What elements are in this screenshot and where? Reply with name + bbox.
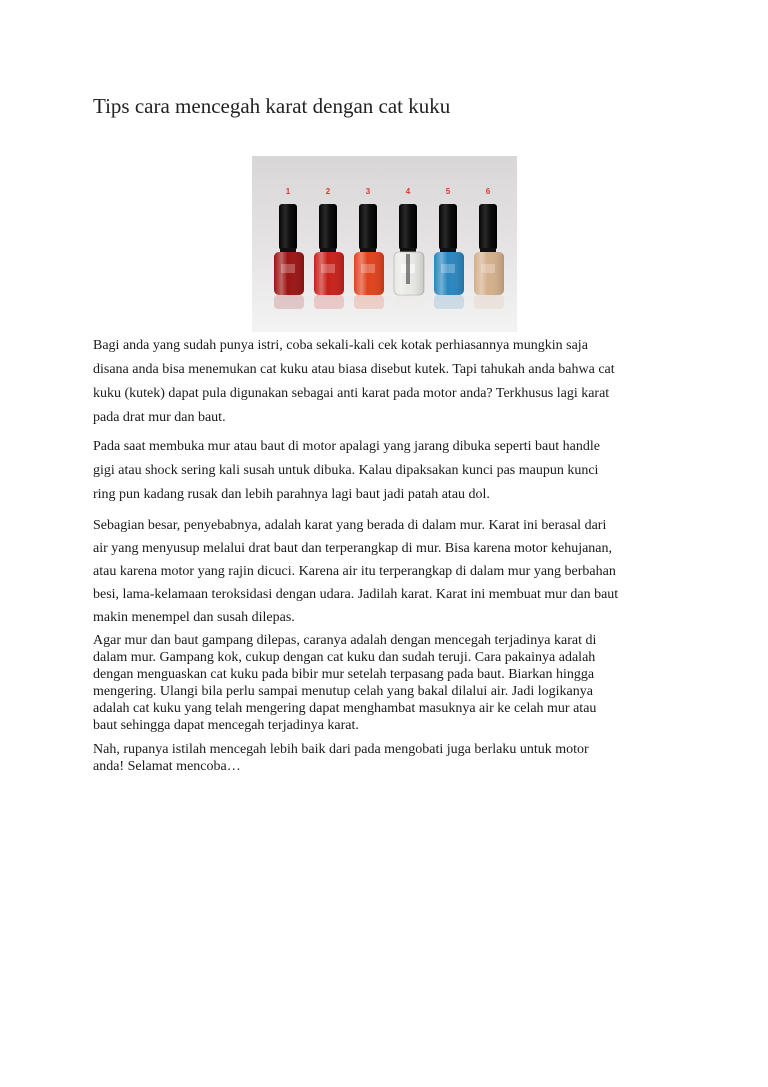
bottle-cap xyxy=(319,204,337,250)
paragraph-line: atau karena motor yang rajin dicuci. Karena air itu terperangkap di dalam mur yang berbahan xyxy=(93,564,616,579)
paragraph-1 xyxy=(93,334,688,430)
paragraph-line: dengan menguaskan cat kuku pada bibir mur setelah terpasang pada baut. Biarkan hingga xyxy=(93,667,595,682)
paragraph-line: kuku (kutek) dapat pula digunakan sebagai anti karat pada motor anda? Terkhusus lagi karat xyxy=(93,386,610,401)
paragraph-line: mengering. Ulangi bila perlu sampai menutup celah yang bakal dilalui air. Jadi logikanya xyxy=(93,684,593,699)
paragraph-line: pada drat mur dan baut. xyxy=(93,410,226,425)
paragraph-line: Pada saat membuka mur atau baut di motor apalagi yang jarang dibuka seperti baut handle xyxy=(93,439,600,454)
paragraph-line: besi, lama-kelamaan teroksidasi dengan udara. Jadilah karat. Karat ini membuat mur dan baut xyxy=(93,587,619,602)
nail-polish-photo xyxy=(252,156,517,332)
paragraph-line: gigi atau shock sering kali susah untuk dibuka. Kalau dipaksakan kunci pas maupun kunci xyxy=(93,463,599,478)
paragraph-line: anda! Selamat mencoba… xyxy=(93,759,241,774)
bottle-number-label: 6 xyxy=(485,187,491,196)
bottle-cap xyxy=(399,204,417,250)
bottle-number-label: 1 xyxy=(285,187,291,196)
paragraph-line: Sebagian besar, penyebabnya, adalah karat yang berada di dalam mur. Karat ini berasal dari xyxy=(93,518,607,533)
paragraph-5 xyxy=(93,741,688,775)
bottle-cap xyxy=(479,204,497,250)
paragraph-line: adalah cat kuku yang telah mengering dapat menghambat masuknya air ke celah mur atau xyxy=(93,701,597,716)
paragraph-2 xyxy=(93,435,688,507)
paragraph-line: dalam mur. Gampang kok, cukup dengan cat kuku dan sudah teruji. Cara pakainya adalah xyxy=(93,650,596,665)
paragraph-3 xyxy=(93,514,688,629)
bottle-number-label: 2 xyxy=(325,187,331,196)
paragraph-line: baut sehingga dapat mencegah terjadinya karat. xyxy=(93,718,359,733)
bottle-cap xyxy=(359,204,377,250)
paragraph-line: disana anda bisa menemukan cat kuku atau biasa disebut kutek. Tapi tahukah anda bahwa cat xyxy=(93,362,615,377)
paragraph-4 xyxy=(93,632,688,734)
paragraph-line: air yang menyusup melalui drat baut dan terperangkap di mur. Bisa karena motor kehujanan, xyxy=(93,541,613,556)
bottle-cap xyxy=(279,204,297,250)
paragraph-line: Bagi anda yang sudah punya istri, coba sekali-kali cek kotak perhiasannya mungkin saja xyxy=(93,338,588,353)
bottle-number-label: 4 xyxy=(405,187,411,196)
paragraph-line: Agar mur dan baut gampang dilepas, caranya adalah dengan mencegah terjadinya karat di xyxy=(93,633,597,648)
paragraph-line: ring pun kadang rusak dan lebih parahnya lagi baut jadi patah atau dol. xyxy=(93,487,490,502)
paragraph-line: Nah, rupanya istilah mencegah lebih baik dari pada mengobati juga berlaku untuk motor xyxy=(93,742,589,757)
nail-polish-bottles-image xyxy=(252,156,517,332)
bottle-number-label: 3 xyxy=(365,187,371,196)
paragraph-line: makin menempel dan susah dilepas. xyxy=(93,610,295,625)
bottle-cap xyxy=(439,204,457,250)
page-title: Tips cara mencegah karat dengan cat kuku xyxy=(93,94,451,118)
bottle-number-label: 5 xyxy=(445,187,451,196)
